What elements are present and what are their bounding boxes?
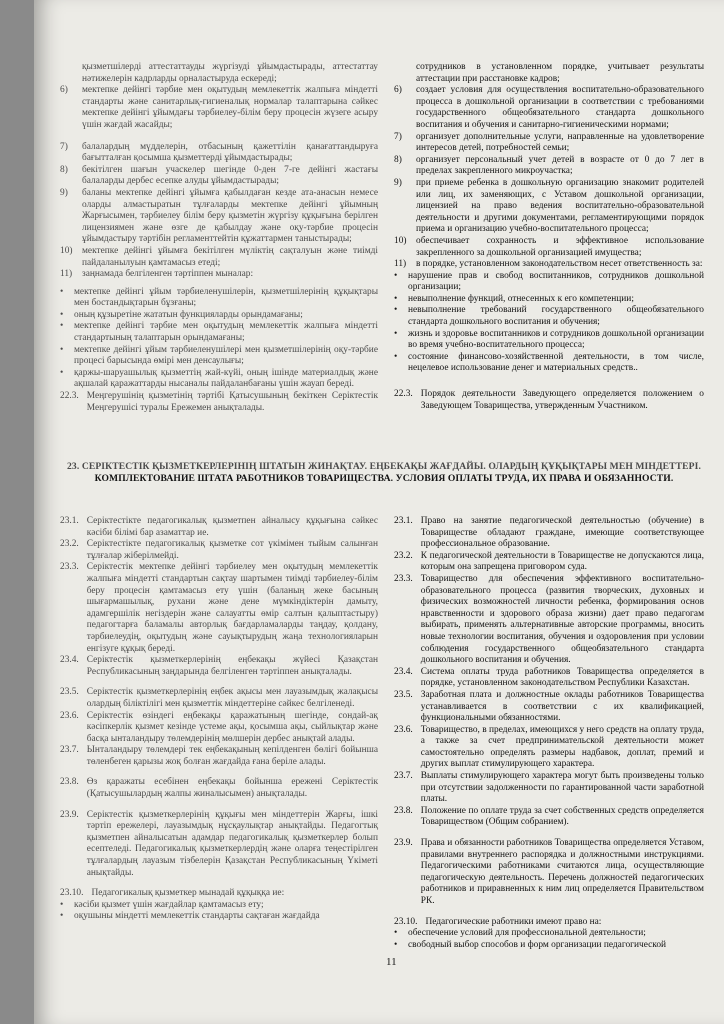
bullet-item: • невыполнение требований государственного общеобязательного стандарта дошкольного воспитания и обучения; [394, 305, 704, 328]
list-item: 8) организует персональный учет детей в возрасте от 0 до 7 лет в пределах закрепленного микроучастка; [394, 154, 704, 177]
clause: 23.9. Права и обязанности работников Товарищества определяется Уставом, правилами внутреннего распорядка и должностными инструкциями. Педагогическими работниками считаются лица, осуществляющие педагогическую деятельность. Перечень должностей педагогических работников и приравненных к ним лиц определяется Правительством РК. [394, 838, 704, 906]
clause: 23.5. Серіктестік қызметкерлерінің еңбек ақысы мен лауазымдық жалақысы олардың біліктілігі мен қызметтік міндеттеріне сәйкес белгіленеді. [60, 687, 378, 709]
bullet-item: • состояние финансово-хозяйственной деятельности, в том числе, нецелевое использование денег и материальных средств.. [394, 351, 704, 374]
top-left-column [60, 62, 378, 414]
clause: 23.10. Педагогические работники имеют право на: [394, 916, 602, 927]
clause: 23.3. Товарищество для обеспечения эффективного воспитательно-образовательного процесса (развития творческих, духовных и физических возможностей личности ребенка, формирования основ нравственности и здорового образа жизни) дает право педагогам выбирать, применять альтернативные авторские программы, вносить новые технологии воспитания, обучения и оздоровления при условии соблюдения государственного общеобязательного стандарта дошкольного воспитания и обучения. [394, 573, 704, 666]
list-item: 7) организует дополнительные услуги, направленные на удовлетворение интересов детей, потребностей семьи; [394, 131, 704, 154]
bullet-item: • обеспечение условий для профессиональной деятельности; [394, 928, 646, 939]
clause: 23.2. К педагогической деятельности в Товариществе не допускаются лица, которым она запрещена приговором суда. [394, 550, 704, 573]
clause: 23.6. Товарищество, в пределах, имеющихся у него средств на оплату труда, а также за счет предпринимательской деятельности может самостоятельно определять размеры надбавок, доплат, премий и других выплат стимулирующего характера. [394, 724, 704, 770]
bullet-item: • невыполнение функций, отнесенных к его компетенции; [394, 293, 634, 304]
section-22-3-ru: 22.3. Порядок деятельности Заведующего определяется положением о Заведующем Товарищества, утвержденным Участником. [394, 389, 704, 411]
list-item: 9) баланы мектепке дейінгі ұйымға қабылдаған кезде ата-анасын немесе оларды алмастыратын тұлғаларды мектепке дейінгі ұйымның Жарғысымен, тәрбиелеу білім беру қызметін жүргізу құқығына берілген лицензиямен және өзге де қабылдау және оқу-тәрбие процесін ұйымдастыру тәртібін регламенттейтін құжаттармен таныстырады; [60, 187, 378, 245]
clause: 23.3. Серіктестік мектепке дейінгі тәрбиелеу мен оқытудың мемлекеттік жалпыға міндетті стандартын сақтау шартымен тиімді тәрбиелеу-білім беру процесін қамтамасыз ету үшін (баланың жеке басының шығармашылық, рухани және дене мүмкіндіктерін дамыту, адамгершілік негіздерін және салауатты өмір салтын қалыптастыру) педагогтарға баламалы авторлық бағдарламаларды таңдау, қолдану, тәрбиелеудің, оқытудың және сауықтырудың жаңа технологияларын енгізуге құқық береді. [60, 562, 378, 654]
list-item: 9) при приеме ребенка в дошкольную организацию знакомит родителей или лиц, их заменяющих, с Уставом дошкольной организации, лицензией на право ведения воспитательно-образовательной деятельности и другими документами, регламентирующими порядок приема и организацию учебно-воспитательного процесса; [394, 177, 704, 235]
bullet-item: • қаржы-шаруашылық қызметтің жай-күйі, оның ішінде материалдық және ақшалай қаражаттарды нысаналы пайдаланбағаны үшін жауап береді. [60, 367, 378, 390]
page-number: 11 [386, 956, 397, 968]
document-page [34, 0, 724, 1024]
clause: 23.4. Серіктестік қызметкерлерінің еңбекақы жүйесі Қазақстан Республикасының заңдарында белгіленген тәртіппен анықталады. [60, 655, 378, 677]
clause: 23.8. Өз қаражаты есебінен еңбекақы бойынша ережені Серіктестік (Қатысушылардың жалпы жиналысымен) анықталады. [60, 777, 378, 800]
section-title-ru: КОМПЛЕКТОВАНИЕ ШТАТА РАБОТНИКОВ ТОВАРИЩЕСТВА. УСЛОВИЯ ОПЛАТЫ ТРУДА, ИХ ПРАВА И ОБЯЗАННОСТИ. [94, 473, 674, 484]
list-item: қызметшілерді аттестаттауды жүргізуді ұйымдастырады, аттестаттау нәтижелерін кадрларды орналастыруда ескереді; [82, 62, 378, 84]
clause: 23.1. Право на занятие педагогической деятельностью (обучение) в Товариществе обладают граждане, имеющие соответствующее профессиональное образование. [394, 516, 704, 550]
bullet-item: • свободный выбор способов и форм организации педагогической [394, 939, 667, 950]
bullet-item: • оқушыны міндетті мемлекеттік стандарты сақтаған жағдайда [60, 911, 320, 922]
section-title [54, 461, 714, 485]
list-item: 10) мектепке дейінгі ұйымға бекітілген мүліктің сақталуын және тиімді пайдаланылуын қамтамасыз етеді; [60, 245, 378, 268]
list-item: 11) в порядке, установленном законодательством несет ответственность за: [394, 259, 703, 270]
bottom-right-column [394, 516, 704, 951]
bullet-item: • мектепке дейінгі тәрбие мен оқытудың мемлекеттік жалпыға міндетті стандартының талаптарын орындамағаны; [60, 321, 378, 344]
clause: 23.10. Педагогикалық қызметкер мынадай құқыққа ие: [60, 888, 285, 899]
bottom-left-column [60, 516, 378, 923]
section-22-3-kz: 22.3. Меңгерушінің қызметінің тәртібі Қатысушының бекіткен Серіктестік Меңгерушісі туралы Ережемен анықталады. [60, 391, 378, 413]
bullet-item: • кәсіби қызмет үшін жағдайлар қамтамасыз ету; [60, 899, 264, 910]
bullet-item: • жизнь и здоровье воспитанников и сотрудников дошкольной организации во время учебно-воспитательного процесса; [394, 328, 704, 351]
bullet-item: • нарушение прав и свобод воспитанников, сотрудников дошкольной организации; [394, 270, 704, 293]
list-item: сотрудников в установленном порядке, учитывает результаты аттестации при расстановке кадров; [416, 62, 704, 84]
list-item: 6) мектепке дейінгі тәрбие мен оқытудың мемлекеттік жалпыға міндетті стандарты және санитарлық-гигиеналық нормалар талаптарына сәйкес мектепке дейінгі ұйымдағы тәрбиелеу-білім беру процесін жүзеге асыру үшін жағдай жасайды; [60, 85, 378, 130]
clause: 23.5. Заработная плата и должностные оклады работников Товарищества устанавливается в соответствии с их квалификацией, функциональными обязанностями. [394, 689, 704, 724]
clause: 23.7. Выплаты стимулирующего характера могут быть произведены только при отсутствии задолженности по гарантированной части заработной платы. [394, 771, 704, 805]
list-item: 11) заңнамада белгіленген тәртіппен мыналар: [60, 269, 254, 280]
clause: 23.6. Серіктестік өзіндегі еңбекақы қаражатының шегінде, сондай-ақ кәсіпкерлік қызмет кезінде үстеме ақы, қосымша ақы, сыйлықтар және басқа ынталандыру төлемдерінің мөлшерін дербес анықтай алады. [60, 710, 378, 744]
bullet-item: • мектепке дейінгі ұйым тәрбиеленушілерін, қызметшілерінің құқықтары мен бостандықтарын бұзғаны; [60, 286, 378, 309]
clause: 23.9. Серіктестік қызметкерлерінің құқығы мен міндеттерін Жарғы, ішкі тәртіп ережелері, лауазымдық нұсқаулықтар анықтайды. Педагогтық қызметпен айналысатын адамдар педагогикалық қызметкерлер болып есептеледі. Педагогикалық қызметкерлердің және оларға теңестірілген тұлғалардың лауазым тізбелерін Қазақстан Республикасының Үкіметі анықтайды. [60, 809, 378, 878]
clause: 23.8. Положение по оплате труда за счет собственных средств определяется Товариществом (Общим собранием). [394, 805, 704, 828]
clause: 23.2. Серіктестікте педагогикалық қызметке сот үкімімен тыйым салынған тұлғалар жіберілмейді. [60, 539, 378, 561]
clause: 23.1. Серіктестікте педагогикалық қызметпен айналысу құқығына сәйкес кәсіби білімі бар азаматтар ие. [60, 516, 378, 538]
section-title-kz: 23. СЕРІКТЕСТІК ҚЫЗМЕТКЕРЛЕРІНІҢ ШТАТЫН ЖИНАҚТАУ. ЕҢБЕКАҚЫ ЖАҒДАЙЫ. ОЛАРДЫҢ ҚҰҚЫҚТАРЫ МЕН МІНДЕТТЕРІ. [67, 461, 701, 472]
list-item: 7) балалардың мүдделерін, отбасының қажеттілін қанағаттандыруға бағытталған қосымша қызметтерді ұйымдастырады; [60, 141, 378, 164]
bullet-item: • мектепке дейінгі ұйым тәрбиеленушілері мен қызметшілерінің оқу-тәрбие процесі барысында өмірі мен денсаулығы; [60, 344, 378, 367]
list-item: 6) создает условия для осуществления воспитательно-образовательного процесса в дошкольной организации в соответствии с требованиями государственного общеобязательного стандарта дошкольного воспитания и обучения и санитарно-гигиеническими нормами; [394, 85, 704, 130]
top-right-column [394, 62, 704, 412]
bullet-item: • оның құзыретіне жататын функцияларды орындамағаны; [60, 309, 303, 320]
list-item: 10) обеспечивает сохранность и эффективное использование закрепленного за дошкольной организацией имущества; [394, 235, 704, 258]
list-item: 8) бекітілген шағын учаскелер шегінде 0-ден 7-ге дейінгі жастағы балаларды дербес есепке алуды ұйымдастырады; [60, 164, 378, 187]
clause: 23.4. Система оплаты труда работников Товарищества определяется в порядке, установленном законодательством Республики Казахстан. [394, 666, 704, 689]
clause: 23.7. Ынталандыру төлемдері тек еңбекақының кепілденген бөлігі бойынша төленбеген қарызы жоқ болған жағдайда ғана беріле алады. [60, 745, 378, 767]
